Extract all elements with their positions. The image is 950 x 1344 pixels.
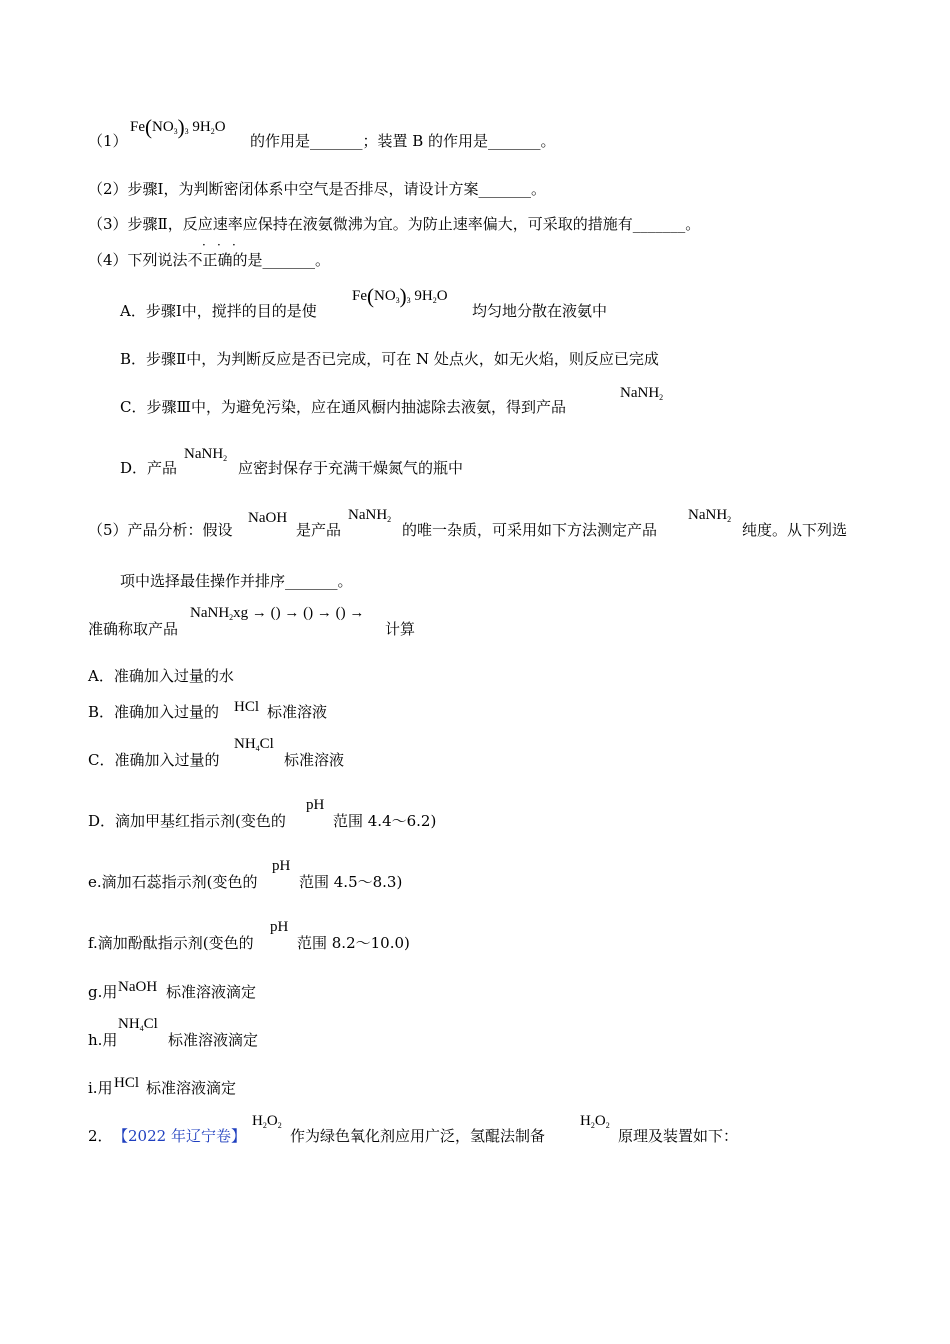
q5-line2: 项中选择最佳操作并排序_______。 xyxy=(120,572,353,590)
formula-nanh2: NaNH$_2$ xyxy=(184,446,228,463)
formula-nh4cl: $NH_4Cl$ xyxy=(118,1016,158,1033)
q5-part4: 纯度。从下列选 xyxy=(742,521,848,539)
formula-h2o2: $H_2O_2$ xyxy=(252,1113,282,1130)
option-i-end: 标准溶液滴定 xyxy=(146,1079,237,1097)
option-i: i.用 xyxy=(88,1079,113,1097)
formula-h2o2: $H_2O_2$ xyxy=(580,1113,610,1130)
formula-fe-nitrate-hydrate: $Fe(NO_3)_3$ $9H_2O$ xyxy=(352,284,448,308)
option-f-end: 范围 8.2～10.0) xyxy=(297,934,410,952)
option-e-end: 范围 4.5～8.3) xyxy=(299,873,403,891)
option-h-end: 标准溶液滴定 xyxy=(168,1031,259,1049)
formula-nanh2: NaNH$_2$ xyxy=(620,385,664,402)
flow-start: 准确称取产品 xyxy=(88,620,179,638)
formula-nanh2: NaNH$_2$ xyxy=(688,507,732,524)
option-c: C．准确加入过量的 xyxy=(88,751,220,769)
emphasis-dot: · xyxy=(202,238,206,252)
q2-text: （2）步骤Ⅰ，为判断密闭体系中空气是否排尽，请设计方案_______。 xyxy=(88,180,546,198)
q5-part2: 是产品 xyxy=(296,521,342,539)
option-g-end: 标准溶液滴定 xyxy=(166,983,257,1001)
q4-option-a: A．步骤Ⅰ中，搅拌的目的是使 xyxy=(120,302,317,320)
option-c-end: 标准溶液 xyxy=(284,751,345,769)
formula-naoh: NaOH xyxy=(248,510,288,526)
question-2-text: 作为绿色氧化剂应用广泛，氢醌法制备 xyxy=(290,1127,546,1145)
option-a: A．准确加入过量的水 xyxy=(88,667,234,685)
option-f: f.滴加酚酞指示剂(变色的 xyxy=(88,934,254,952)
option-d: D．滴加甲基红指示剂(变色的 xyxy=(88,812,286,830)
question-2-text-end: 原理及装置如下： xyxy=(618,1127,739,1145)
emphasis-dot: · xyxy=(217,238,221,252)
formula-ph: pH xyxy=(272,858,291,874)
q1-text: 的作用是_______；装置 B 的作用是_______。 xyxy=(250,132,556,150)
formula-naoh: NaOH xyxy=(118,979,158,995)
formula-nanh2: NaNH$_2$ xyxy=(348,507,392,524)
flow-sequence-formula: NaNH$_2$xg → () → () → () → xyxy=(190,605,365,622)
q1-number: （1） xyxy=(88,132,128,150)
q5-part1: （5）产品分析：假设 xyxy=(88,521,233,539)
q4-option-c: C．步骤Ⅲ中，为避免污染，应在通风橱内抽滤除去液氨，得到产品 xyxy=(120,398,566,416)
formula-fe-nitrate-hydrate: $Fe(NO_3)_3$ $9H_2O$ xyxy=(130,115,226,139)
option-e: e.滴加石蕊指示剂(变色的 xyxy=(88,873,258,891)
question-2-source: 【2022 年辽宁卷】 xyxy=(113,1127,246,1145)
formula-ph: pH xyxy=(306,797,325,813)
q3-text: （3）步骤Ⅱ，反应速率应保持在液氨微沸为宜。为防止速率偏大，可采取的措施有_______。 xyxy=(88,215,701,233)
q4-text: （4）下列说法不正确的是_______。 xyxy=(88,251,331,269)
q4-option-d-end: 应密封保存于充满干燥氮气的瓶中 xyxy=(238,459,464,477)
formula-hcl: HCl xyxy=(114,1075,140,1091)
q5-part3: 的唯一杂质，可采用如下方法测定产品 xyxy=(402,521,658,539)
option-b-end: 标准溶液 xyxy=(267,703,328,721)
option-d-end: 范围 4.4～6.2) xyxy=(333,812,437,830)
flow-end: 计算 xyxy=(385,620,416,638)
q4-option-b: B．步骤Ⅱ中，为判断反应是否已完成，可在 N 处点火，如无火焰，则反应已完成 xyxy=(120,350,659,368)
formula-hcl: HCl xyxy=(234,699,260,715)
question-2-number: 2． xyxy=(88,1127,113,1145)
formula-ph: pH xyxy=(270,919,289,935)
emphasis-dot: · xyxy=(232,238,236,252)
q4-option-d: D．产品 xyxy=(120,459,178,477)
option-h: h.用 xyxy=(88,1031,118,1049)
q4-option-a-end: 均匀地分散在液氨中 xyxy=(472,302,608,320)
formula-nh4cl: $NH_4Cl$ xyxy=(234,736,274,753)
option-b: B．准确加入过量的 xyxy=(88,703,220,721)
option-g: g.用 xyxy=(88,983,118,1001)
